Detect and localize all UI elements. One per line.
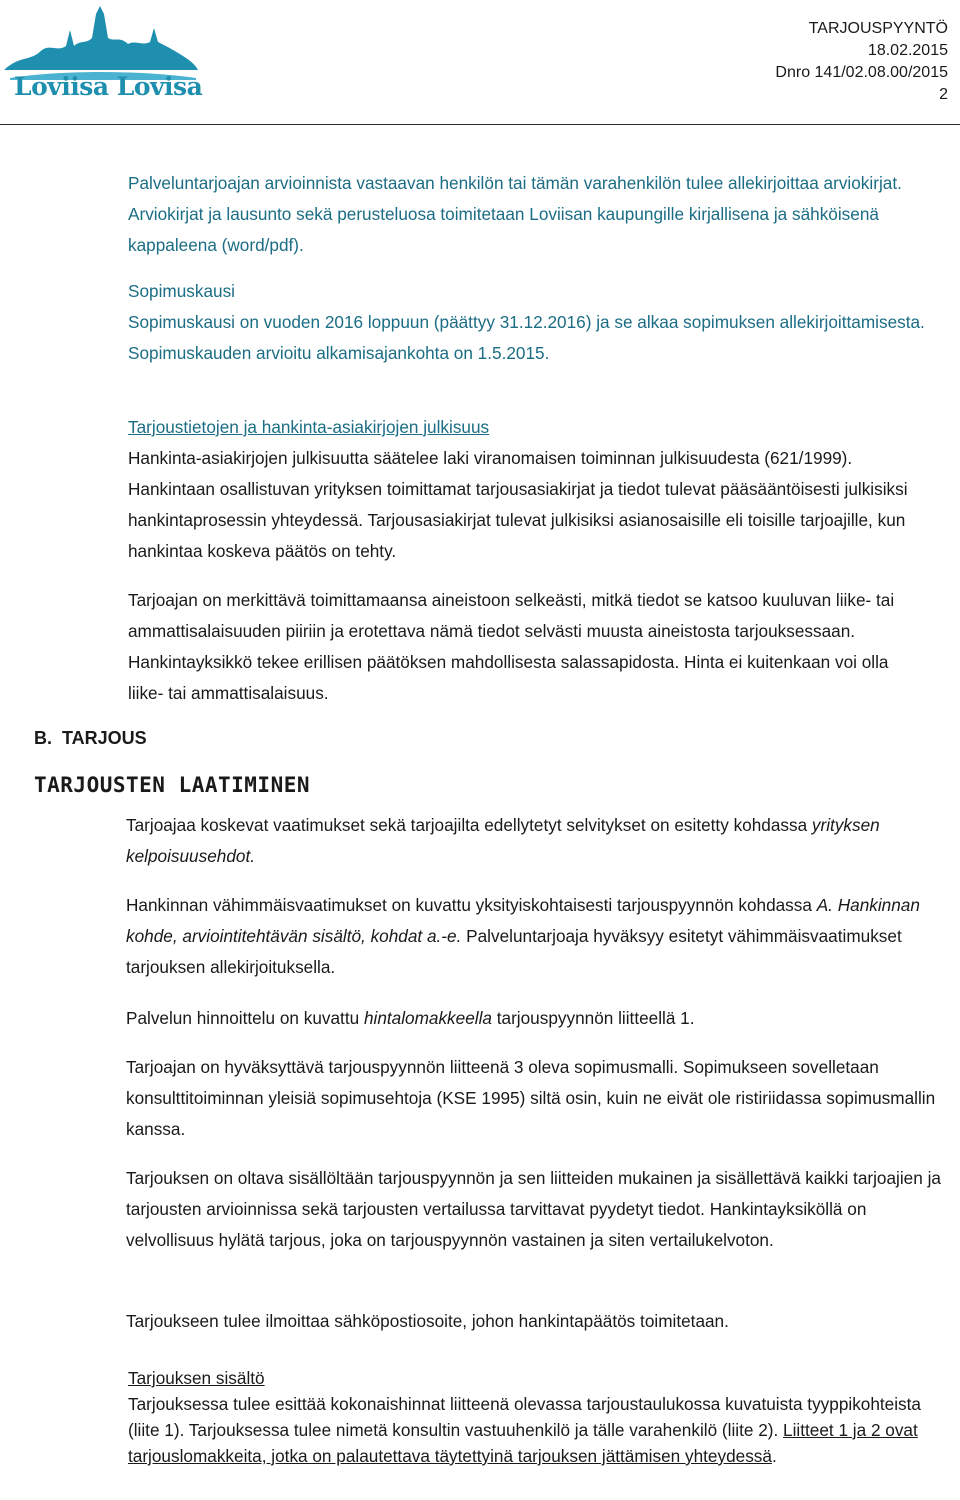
p3-text-end: tarjouspyynnön liitteellä 1. <box>491 1008 695 1028</box>
section-b-subtitle: TARJOUSTEN LAATIMINEN <box>34 773 311 797</box>
p3-text: Palvelun hinnoittelu on kuvattu <box>126 1008 364 1028</box>
page-number: 2 <box>939 86 948 103</box>
header-divider <box>0 124 960 125</box>
offer-content-heading: Tarjouksen sisältö <box>128 1368 265 1388</box>
p6-text: Tarjoukseen tulee ilmoittaa sähköpostiosoite, johon hankintapäätös toimitetaan. <box>126 1311 729 1331</box>
document-reference: Dnro 141/02.08.00/2015 <box>775 64 948 81</box>
paragraph-1 <box>126 810 946 872</box>
p1-italic: yrityksen kelpoisuusehdot. <box>126 815 880 866</box>
logo-wordmark: Loviisa Lovisa <box>14 72 203 101</box>
offer-content-underlined: Liitteet 1 ja 2 ovat tarjouslomakkeita, jotka on palautettava täytettyinä tarjouksen jättämisen yhteydessä <box>128 1420 918 1466</box>
paragraph-2 <box>126 890 946 983</box>
p2-text-end: Palveluntarjoaja hyväksyy esitetyt vähimmäisvaatimukset tarjouksen allekirjoituksella. <box>126 926 902 977</box>
p4-text: Tarjoajan on hyväksyttävä tarjouspyynnön liitteenä 3 oleva sopimusmalli. Sopimukseen sovelletaan konsulttitoiminnan yleisiä sopimusehtoja (KSE 1995) siltä osin, kuin ne eivät ole ristiriidassa sopimusmallin kanssa. <box>126 1057 936 1139</box>
publicity-text-2: Tarjoajan on merkittävä toimittamaansa aineistoon selkeästi, mitkä tiedot se katsoo kuuluvan liike- tai ammattisalaisuuden piiriin ja erotettava nämä tiedot selvästi muusta aineistosta tarjouksessaan. Hankintayksikkö tekee erillisen päätöksen mahdollisesta salassapidosta. Hinta ei kuitenkaan voi olla liike- tai ammattisalaisuus. <box>128 590 895 703</box>
p1-text: Tarjoajaa koskevat vaatimukset sekä tarjoajilta edellytetyt selvitykset on esitetty kohdassa <box>126 815 812 835</box>
offer-content-section <box>128 1365 928 1469</box>
document-header <box>775 18 948 106</box>
section-b-label: B. <box>34 728 52 748</box>
paragraph-6 <box>126 1306 946 1337</box>
p5-text: Tarjouksen on oltava sisällöltään tarjouspyynnön ja sen liitteiden mukainen ja sisällettävä kaikki tarjoajien ja tarjousten arvioinnissa sekä tarjousten vertailussa tarvittavat pyydetyt tiedot. Hankintayksiköllä on velvollisuus hylätä tarjous, joka on tarjouspyynnön vastainen ja siten vertailukelvoton. <box>126 1168 941 1250</box>
intro-paragraph <box>128 168 928 261</box>
publicity-text-1: Hankinta-asiakirjojen julkisuutta säätelee laki viranomaisen toiminnan julkisuudesta (621/1999). Hankintaan osallistuvan yrityksen toimittamat tarjousasiakirjat ja tiedot tulevat pääsääntöisesti julkisiksi hankintaprosessin yhteydessä. Tarjousasiakirjat tulevat julkisiksi asianosaisille eli toisille tarjoajille, kun hankintaa koskeva päätös on tehty. <box>128 448 908 561</box>
paragraph-3 <box>126 1003 946 1034</box>
publicity-section <box>128 412 928 709</box>
offer-content-end: . <box>771 1446 777 1466</box>
paragraph-4 <box>126 1052 946 1145</box>
offer-content-text: Tarjouksessa tulee esittää kokonaishinnat liitteenä olevassa tarjoustaulukossa kuvatuista tyyppikohteista (liite 1). Tarjouksessa tulee nimetä konsultin vastuuhenkilö ja tälle varahenkilö (liite 2). <box>128 1394 921 1440</box>
document-date: 18.02.2015 <box>867 42 948 59</box>
contract-period-section <box>128 276 928 369</box>
contract-period-text: Sopimuskausi on vuoden 2016 loppuun (päättyy 31.12.2016) ja se alkaa sopimuksen allekirjoittamisesta. Sopimuskauden arvioitu alkamisajankohta on 1.5.2015. <box>128 312 925 363</box>
paragraph-5 <box>126 1163 946 1256</box>
p2-italic: A. Hankinnan kohde, arviointitehtävän sisältö, kohdat a.-e. <box>126 895 920 946</box>
p3-italic: hintalomakkeella <box>363 1008 492 1028</box>
contract-period-heading: Sopimuskausi <box>128 281 235 301</box>
document-type: TARJOUSPYYNTÖ <box>808 20 948 37</box>
p2-text: Hankinnan vähimmäisvaatimukset on kuvattu yksityiskohtaisesti tarjouspyynnön kohdassa <box>126 895 817 915</box>
section-b-title: TARJOUS <box>62 728 147 748</box>
loviisa-logo <box>0 0 203 105</box>
section-b-heading <box>34 728 147 749</box>
publicity-heading: Tarjoustietojen ja hankinta-asiakirjojen julkisuus <box>128 417 490 437</box>
city-skyline-icon <box>0 0 200 80</box>
intro-text: Palveluntarjoajan arvioinnista vastaavan henkilön tai tämän varahenkilön tulee allekirjoittaa arviokirjat. Arviokirjat ja lausunto sekä perusteluosa toimitetaan Loviisan kaupungille kirjallisena ja sähköisenä kappaleena (word/pdf). <box>128 173 902 255</box>
